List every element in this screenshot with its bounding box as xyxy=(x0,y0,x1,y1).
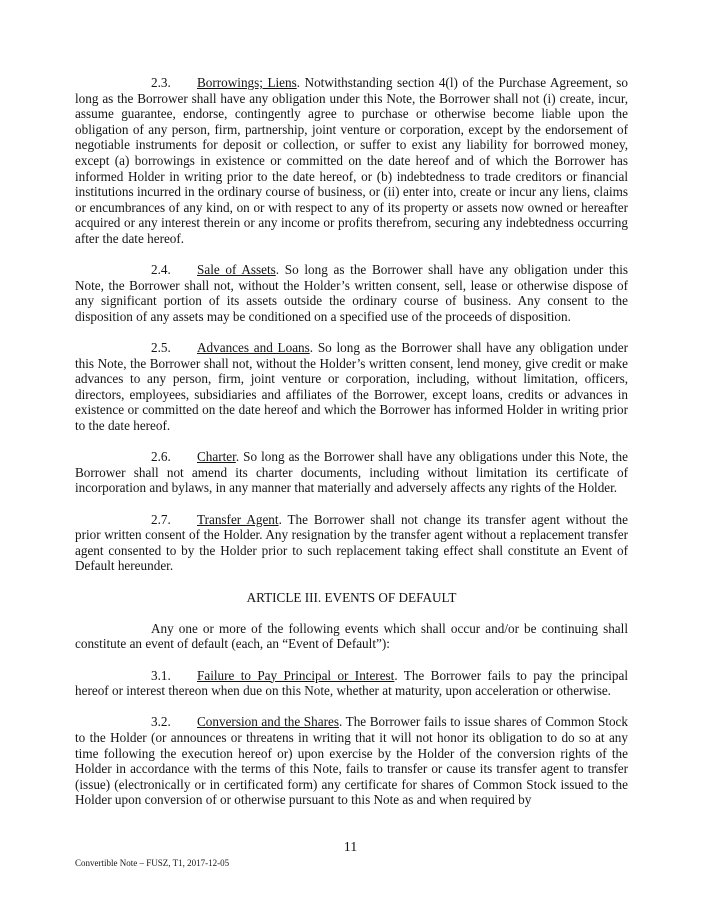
section-2-7 xyxy=(75,512,628,574)
section-number: 2.4. xyxy=(151,262,171,278)
section-number: 3.1. xyxy=(151,667,171,683)
section-text: . The Borrower fails to issue shares of Common Stock to the Holder (or announces or threatens in writing that it will not honor its obligation to do so at any time following the execution hereof or) upon exercise by the Holder of the conversion rights of the Holder in accordance with the terms of this Note, fails to transfer or cause its transfer agent to transfer (issue) (electronically or in certificated form) any certificate for shares of Common Stock issued to the Holder upon conversion of or otherwise pursuant to this Note as and when required by xyxy=(75,714,628,808)
section-text: . So long as the Borrower shall have any obligation under this Note, the Borrower shall not, without the Holder’s written consent, lend money, give credit or make advances to any person, firm, joint venture or corporation, including, without limitation, officers, directors, employees, subsidiaries and affiliates of the Borrower, except loans, credits or advances in existence or committed on the date hereof and which the Borrower has informed Holder in writing prior to the date hereof. xyxy=(75,340,628,434)
article-heading: ARTICLE III. EVENTS OF DEFAULT xyxy=(246,589,457,605)
footer-text: Convertible Note – FUSZ, T1, 2017-12-05 xyxy=(75,858,230,868)
article-intro-text: Any one or more of the following events which shall occur and/or be continuing shall constitute an event of default (each, an “Event of Default”): xyxy=(75,620,628,652)
page-number: 11 xyxy=(343,840,358,855)
section-number: 2.3. xyxy=(151,75,171,90)
section-title: Conversion and the Shares xyxy=(197,714,339,730)
section-title: Transfer Agent xyxy=(197,511,279,527)
section-text: . So long as the Borrower shall have any obligations under this Note, the Borrower shall not amend its charter documents, including without limitation its certificate of incorporation and bylaws, in any manner that materially and adversely affects any rights of the Holder. xyxy=(75,449,628,496)
section-2-6 xyxy=(75,449,628,496)
document-body xyxy=(75,75,628,824)
section-2-4 xyxy=(75,262,628,324)
section-title: Borrowings; Liens xyxy=(197,75,297,90)
section-number: 2.7. xyxy=(151,511,171,527)
section-text: . So long as the Borrower shall have any obligation under this Note, the Borrower shall not, without the Holder’s written consent, sell, lease or otherwise dispose of any significant portion of its assets outside the ordinary course of business. Any consent to the disposition of any assets may be conditioned on a specified use of the proceeds of disposition. xyxy=(75,262,629,324)
section-2-3 xyxy=(75,75,628,247)
section-3-2 xyxy=(75,714,628,808)
article-intro xyxy=(75,621,628,652)
section-title: Failure to Pay Principal or Interest xyxy=(197,667,395,683)
section-number: 3.2. xyxy=(151,714,171,730)
section-number: 2.6. xyxy=(151,449,171,465)
section-title: Advances and Loans xyxy=(197,340,310,356)
section-number: 2.5. xyxy=(151,340,171,356)
section-2-5 xyxy=(75,340,628,434)
section-3-1 xyxy=(75,668,628,699)
section-text: . The Borrower fails to pay the principal hereof or interest thereon when due on this Note, whether at maturity, upon acceleration or otherwise. xyxy=(75,667,628,699)
section-text: . Notwithstanding section 4(l) of the Purchase Agreement, so long as the Borrower shall have any obligation under this Note, the Borrower shall not (i) create, incur, assume guarantee, endorse, contingently agree to purchase or otherwise become liable upon the obligation of any person, firm, partnership, joint venture or corporation, except by the endorsement of negotiable instruments for deposit or collection, or suffer to exist any liability for borrowed money, except (a) borrowings in existence or committed on the date hereof and of which the Borrower has informed Holder in writing prior to the date hereof, or (b) indebtedness to trade creditors or financial institutions incurred in the ordinary course of business, or (ii) enter into, create or incur any liens, claims or encumbrances of any kind, on or with respect to any of its property or assets now owned or hereafter acquired or any interest therein or any income or profits therefrom, securing any indebtedness occurring after the date hereof. xyxy=(75,75,628,246)
section-text: . The Borrower shall not change its transfer agent without the prior written consent of the Holder. Any resignation by the transfer agent without a replacement transfer agent consented to by the Holder prior to such replacement taking effect shall constitute an Event of Default hereunder. xyxy=(75,511,628,574)
section-title: Sale of Assets xyxy=(197,262,276,278)
section-title: Charter xyxy=(197,449,236,465)
